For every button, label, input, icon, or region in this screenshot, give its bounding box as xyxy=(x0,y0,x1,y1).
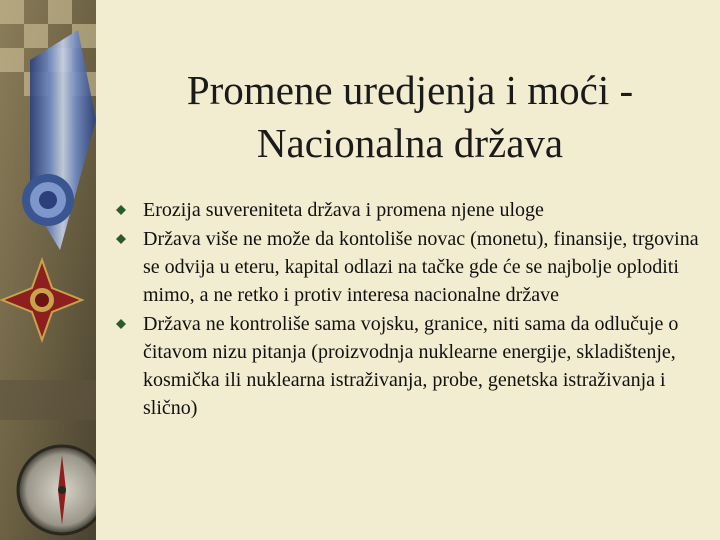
bullet-item xyxy=(112,310,704,422)
wingding-diamond-bullet-icon xyxy=(116,234,126,244)
slide-title-line-1: Promene uredjenja i moći - xyxy=(186,67,634,113)
decorative-medals-image xyxy=(0,0,96,540)
wingding-diamond-bullet-icon xyxy=(116,205,126,215)
slide-title xyxy=(140,64,680,170)
bullet-text: Država više ne može da kontoliše novac (monetu), finansije, trgovina se odvija u eteru, kapital odlazi na tačke gde će se najbolje oploditi mimo, a ne retko i protiv interesa nacionalne države xyxy=(143,228,699,306)
wingding-diamond-bullet-icon xyxy=(116,319,126,329)
bullet-list xyxy=(112,196,704,423)
bullet-text: Država ne kontroliše sama vojsku, granice, niti sama da odlučuje o čitavom nizu pitanja (proizvodnja nuklearne energije, skladištenje, kosmička ili nuklearna istraživanja, probe, genetska istraživanja i slično) xyxy=(143,313,679,419)
bullet-text: Erozija suvereniteta država i promena njene uloge xyxy=(143,199,544,221)
slide-title-line-2: Nacionalna država xyxy=(256,120,564,166)
bullet-item xyxy=(112,196,704,224)
bullet-item xyxy=(112,225,704,309)
